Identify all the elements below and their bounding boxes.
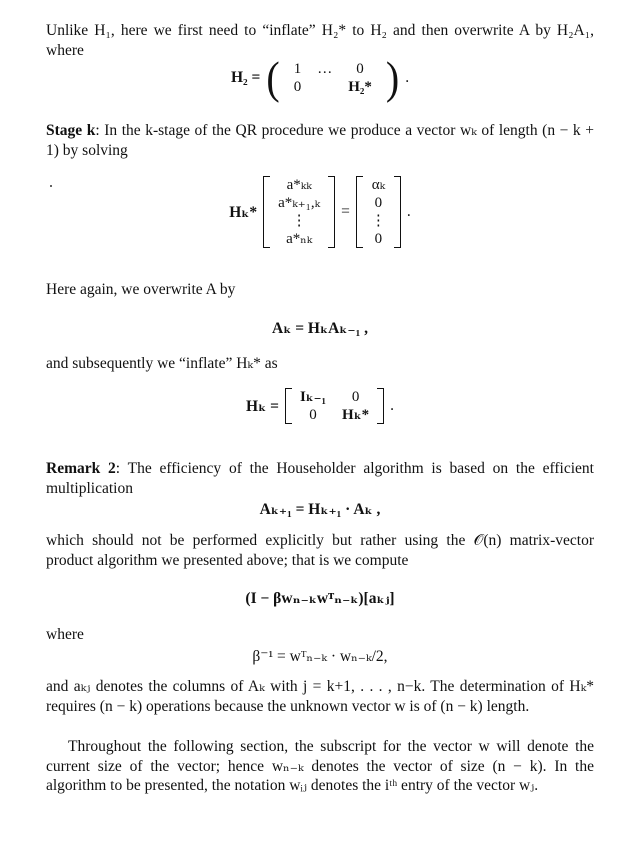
- equation-beta: β⁻¹ = wᵀₙ₋ₖ · wₙ₋ₖ/2,: [252, 648, 388, 665]
- vector-cell: ⋮: [291, 213, 307, 229]
- equation-end: .: [390, 397, 394, 414]
- bracket-left: [285, 388, 292, 424]
- matrix-cell: …: [317, 61, 333, 77]
- paragraph-where: where: [46, 626, 84, 643]
- paragraph-stage-k: [46, 121, 594, 160]
- vector-cell: αₖ: [371, 177, 386, 193]
- matrix-cell: 0: [351, 389, 360, 405]
- matrix-cell: Iₖ₋₁: [299, 389, 327, 405]
- bracket-right: [377, 388, 384, 424]
- vector-cell: 0: [374, 195, 383, 211]
- equation-compute: (I − βwₙ₋ₖwᵀₙ₋ₖ)[aₖⱼ]: [245, 590, 395, 607]
- equation-h2-lhs: H₂ =: [230, 69, 261, 86]
- equation-h2: [0, 51, 640, 104]
- equation-hk: [0, 388, 640, 424]
- paragraph-remark: [46, 459, 594, 498]
- vector-cell: 0: [374, 231, 383, 247]
- right-paren: ): [385, 51, 400, 104]
- matrix-h2: [286, 60, 380, 96]
- matrix-hk: [285, 388, 384, 424]
- bracket-left: [356, 176, 363, 248]
- paragraph-inflate-hk: and subsequently we “inflate” Hₖ* as: [46, 355, 278, 372]
- matrix-cell: 0: [356, 61, 364, 77]
- stage-heading: Stage k: [46, 122, 96, 139]
- paragraph-throughout: Throughout the following section, the subscript for the vector w will denote the current size of the vector; hence wₙ₋ₖ denotes the vector of size (n − k). In the algorithm to be presented, the notation wᵢⱼ denotes the iᵗʰ entry of the vector wⱼ.: [46, 738, 594, 794]
- equation-end: .: [406, 203, 411, 220]
- matrix-cell: 1: [293, 61, 302, 77]
- equation-hk-lhs: Hₖ =: [246, 398, 279, 415]
- equation-solve-lhs: Hₖ*: [229, 204, 258, 221]
- vector-cell: a*ₖ₊₁,ₖ: [278, 195, 321, 211]
- equation-ak1: Aₖ₊₁ = Hₖ₊₁ · Aₖ ,: [259, 501, 381, 518]
- matrix-cell: 0: [309, 407, 317, 423]
- matrix-cell: H₂*: [348, 79, 372, 95]
- stage-text: : In the k-stage of the QR procedure we produce a vector wₖ of length (n − k + 1) by solving: [46, 122, 594, 159]
- bracket-left: [263, 176, 270, 248]
- bracket-right: [394, 176, 401, 248]
- equation-ak: Aₖ = HₖAₖ₋₁ ,: [272, 320, 368, 337]
- remark-text: : The efficiency of the Householder algorithm is based on the efficient multiplication: [46, 460, 594, 497]
- left-paren: (: [266, 51, 280, 104]
- vector-right: [356, 176, 401, 248]
- vector-cell: ⋮: [370, 213, 386, 229]
- matrix-cell: 0: [293, 79, 302, 95]
- equation-end: .: [405, 69, 410, 86]
- paragraph-inflate-h2: Unlike H₁, here we first need to “inflate” H₂* to H₂ and then overwrite A by H₂A₁, where: [46, 22, 594, 59]
- paragraph-overwrite: Here again, we overwrite A by: [46, 281, 236, 298]
- vector-cell: a*ₖₖ: [286, 177, 312, 193]
- bracket-right: [328, 176, 335, 248]
- remark-heading: Remark 2: [46, 460, 116, 477]
- matrix-cell: [309, 78, 340, 96]
- equation-solve: [0, 176, 640, 248]
- equals-sign: =: [341, 203, 350, 220]
- paragraph-columns: and aₖⱼ denotes the columns of Aₖ with j = k+1, . . . , n−k. The determination of Hₖ* requires (n − k) operations because the unknown vector w is of (n − k) length.: [46, 678, 594, 715]
- paragraph-explicit: which should not be performed explicitly but rather using the 𝒪(n) matrix-vector product algorithm we presented above; that is we compute: [46, 532, 594, 569]
- matrix-cell: Hₖ*: [342, 407, 370, 423]
- vector-left: [263, 176, 335, 248]
- vector-cell: a*ₙₖ: [286, 231, 313, 247]
